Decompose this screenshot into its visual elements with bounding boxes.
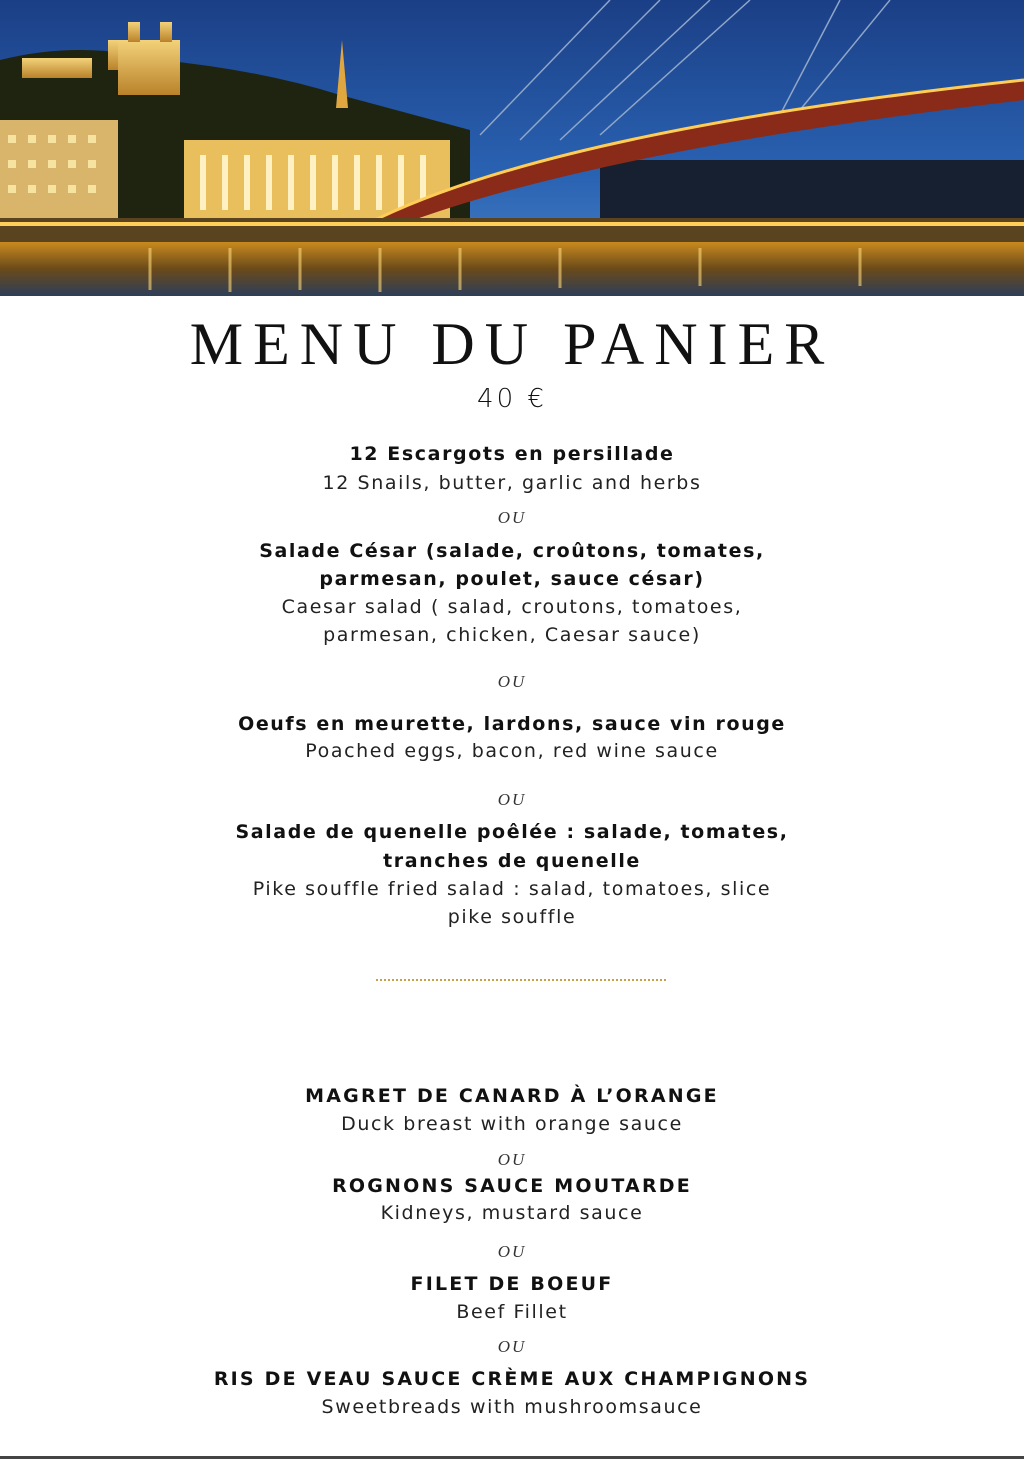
main-1-english: Duck breast with orange sauce <box>341 1113 683 1135</box>
main-3-english: Beef Fillet <box>456 1301 568 1323</box>
starter-4-french-line-1: Salade de quenelle poêlée : salade, tomates, <box>235 821 789 843</box>
starter-4-english-line-2: pike souffle <box>447 906 577 928</box>
main-3-french: FILET DE BOEUF <box>410 1273 614 1295</box>
ou-separator: OU <box>497 672 527 691</box>
ou-separator: OU <box>497 1242 527 1261</box>
main-2-english: Kidneys, mustard sauce <box>380 1202 644 1224</box>
main-4-english: Sweetbreads with mushroomsauce <box>321 1396 703 1418</box>
dotted-divider <box>376 979 666 981</box>
header-photo <box>0 0 1024 296</box>
starter-2-english-line-1: Caesar salad ( salad, croutons, tomatoes, <box>281 596 743 618</box>
menu-price: 40 € <box>477 384 547 414</box>
main-2-french: ROGNONS SAUCE MOUTARDE <box>332 1175 692 1197</box>
starter-1-french: 12 Escargots en persillade <box>349 443 675 465</box>
ou-separator: OU <box>497 1337 527 1356</box>
starter-4-english-line-1: Pike souffle fried salad : salad, tomatoes, slice <box>252 878 772 900</box>
starter-2-english-line-2: parmesan, chicken, Caesar sauce) <box>323 624 701 646</box>
menu-title: MENU DU PANIER <box>189 311 835 377</box>
starter-3-english: Poached eggs, bacon, red wine sauce <box>305 740 719 762</box>
ou-separator: OU <box>497 1150 527 1169</box>
starter-3-french: Oeufs en meurette, lardons, sauce vin rouge <box>238 713 786 735</box>
starter-1-english: 12 Snails, butter, garlic and herbs <box>322 472 702 494</box>
main-4-french: RIS DE VEAU SAUCE CRÈME AUX CHAMPIGNONS <box>213 1368 811 1390</box>
starter-2-french-line-1: Salade César (salade, croûtons, tomates, <box>259 540 765 562</box>
main-1-french: MAGRET DE CANARD À L’ORANGE <box>305 1085 719 1107</box>
starter-2-french-line-2: parmesan, poulet, sauce césar) <box>319 568 705 590</box>
ou-separator: OU <box>497 790 527 809</box>
starter-4-french-line-2: tranches de quenelle <box>383 850 641 872</box>
ou-separator: OU <box>497 508 527 527</box>
